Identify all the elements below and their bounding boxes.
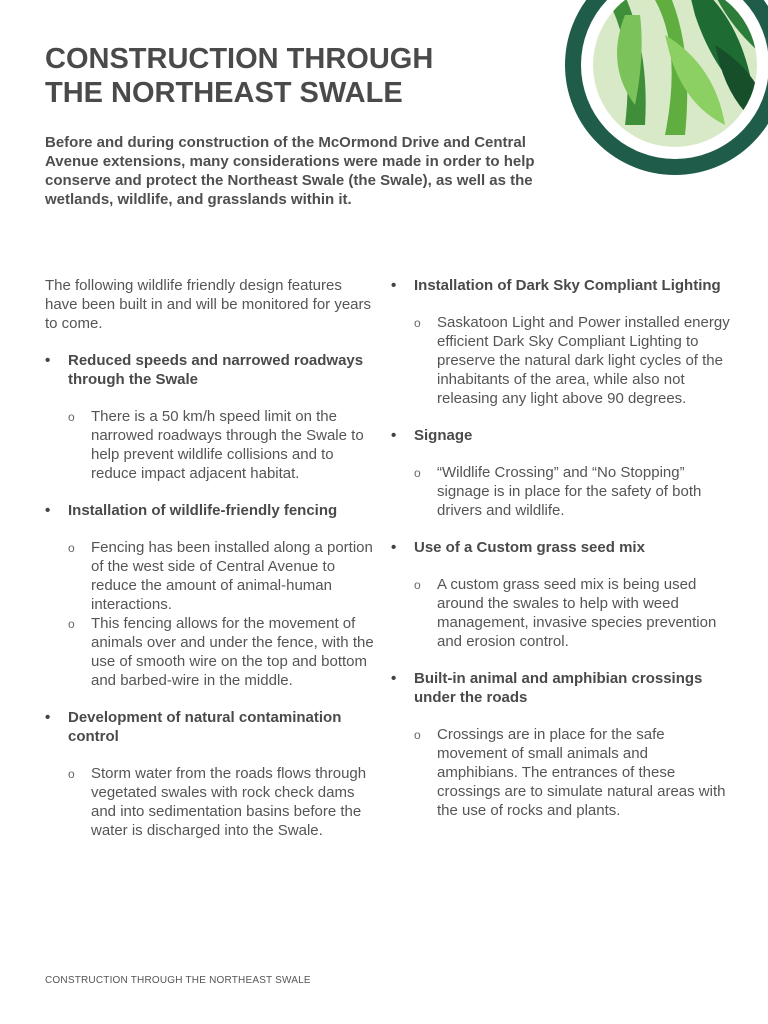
item-title: Reduced speeds and narrowed roadways through the Swale: [68, 352, 364, 388]
list-item: [45, 351, 375, 483]
circle-bullet-icon: o: [414, 728, 421, 742]
sub-item: [68, 764, 375, 840]
sub-item-text: Crossings are in place for the safe movement of small animals and amphibians. The entrances of these crossings are to simulate natural areas with the use of rocks and plants.: [437, 726, 726, 819]
bullet-icon: •: [391, 427, 397, 444]
item-title: Development of natural contamination control: [68, 709, 342, 745]
sub-item: [414, 725, 731, 820]
sub-item: [414, 313, 731, 408]
sub-item-text: Storm water from the roads flows through vegetated swales with rock check dams and into sedimentation basins before the water is discharged into the Swale.: [91, 765, 367, 839]
bullet-icon: •: [391, 539, 397, 556]
page-title: [45, 42, 525, 110]
list-item: [391, 426, 731, 520]
bullet-icon: •: [391, 670, 397, 687]
sub-item-text: This fencing allows for the movement of animals over and under the fence, with the use of smooth wire on the top and bottom and barbed-wire in the middle.: [91, 615, 374, 689]
item-title: Built-in animal and amphibian crossings under the roads: [414, 670, 703, 706]
circle-bullet-icon: o: [414, 466, 421, 480]
item-title: Installation of Dark Sky Compliant Lighting: [414, 277, 721, 294]
left-column: [45, 276, 375, 858]
bullet-icon: •: [45, 502, 51, 519]
sub-item-text: Saskatoon Light and Power installed energy efficient Dark Sky Compliant Lighting to preserve the natural dark light cycles of the inhabitants of the area, while also not releasing any light above 90 degrees.: [437, 314, 730, 407]
sub-item: [68, 538, 375, 614]
leaf-ring-decoration: [565, 0, 768, 175]
list-item: [391, 538, 731, 651]
sub-list: [414, 313, 731, 408]
sub-item: [68, 614, 375, 690]
sub-list: [414, 575, 731, 651]
sub-item: [414, 575, 731, 651]
sub-item-text: Fencing has been installed along a portion of the west side of Central Avenue to reduce the amount of animal-human interactions.: [91, 539, 373, 613]
item-title: Installation of wildlife-friendly fencing: [68, 502, 338, 519]
circle-bullet-icon: o: [414, 316, 421, 330]
sub-item-text: There is a 50 km/h speed limit on the narrowed roadways through the Swale to help prevent wildlife collisions and to reduce impact adjacent habitat.: [91, 408, 364, 482]
page-footer: CONSTRUCTION THROUGH THE NORTHEAST SWALE: [45, 975, 311, 986]
title-line-1: CONSTRUCTION THROUGH: [45, 43, 434, 75]
sub-item-text: A custom grass seed mix is being used around the swales to help with weed management, invasive species prevention and erosion control.: [437, 576, 717, 650]
circle-bullet-icon: o: [68, 410, 75, 424]
right-column: [391, 276, 731, 838]
bullet-icon: •: [391, 277, 397, 294]
lead-paragraph: The following wildlife friendly design features have been built in and will be monitored for years to come.: [45, 277, 372, 332]
sub-list: [414, 725, 731, 820]
item-title: Use of a Custom grass seed mix: [414, 539, 645, 556]
circle-bullet-icon: o: [414, 578, 421, 592]
sub-list: [68, 407, 375, 483]
circle-bullet-icon: o: [68, 541, 75, 555]
sub-list: [68, 538, 375, 690]
circle-bullet-icon: o: [68, 767, 75, 781]
sub-list: [414, 463, 731, 520]
title-line-2: THE NORTHEAST SWALE: [45, 77, 403, 109]
sub-list: [68, 764, 375, 840]
list-item: [391, 669, 731, 820]
sub-item: [414, 463, 731, 520]
sub-item: [68, 407, 375, 483]
circle-bullet-icon: o: [68, 617, 75, 631]
sub-item-text: “Wildlife Crossing” and “No Stopping” signage is in place for the safety of both drivers and wildlife.: [437, 464, 702, 519]
bullet-icon: •: [45, 352, 51, 369]
list-item: [391, 276, 731, 408]
item-title: Signage: [414, 427, 473, 444]
list-item: [45, 501, 375, 690]
list-item: [45, 708, 375, 840]
intro-paragraph: Before and during construction of the McOrmond Drive and Central Avenue extensions, many considerations were made in order to help conserve and protect the Northeast Swale (the Swale), as well as the wetlands, wildlife, and grasslands within it.: [45, 134, 535, 208]
bullet-icon: •: [45, 709, 51, 726]
